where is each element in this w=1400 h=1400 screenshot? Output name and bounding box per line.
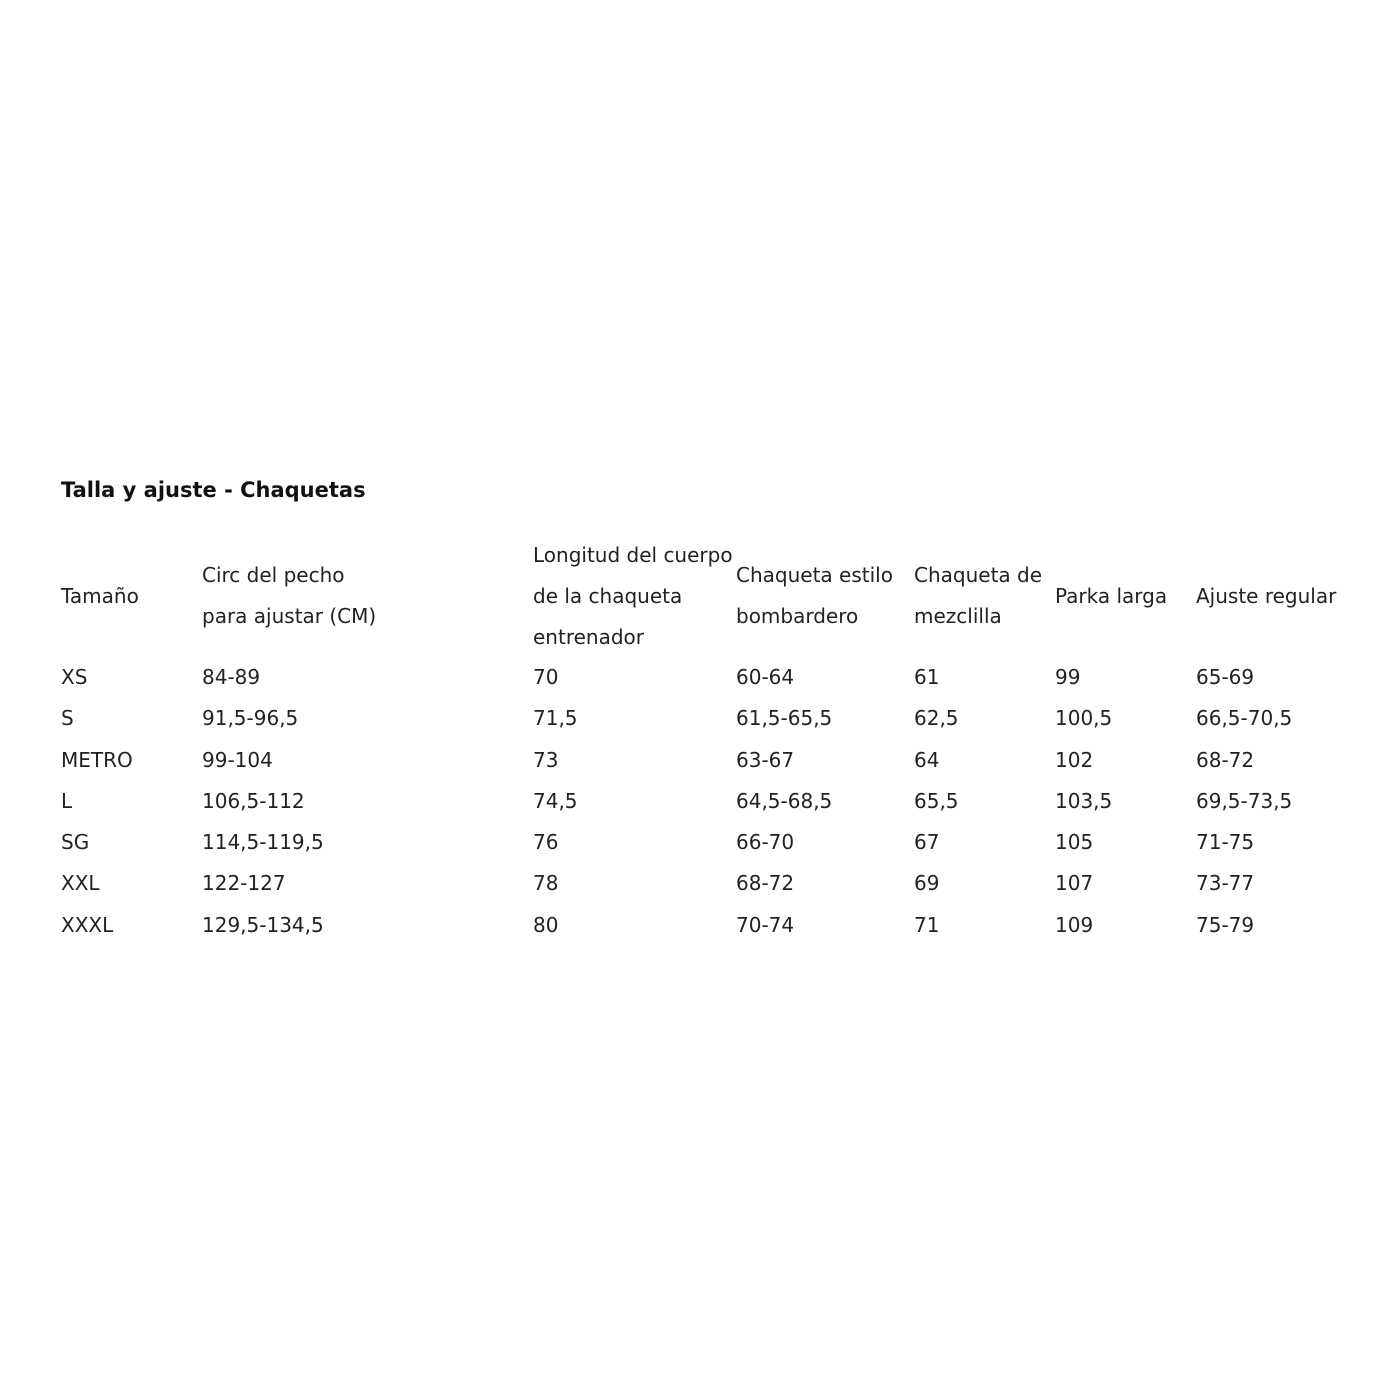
cell-long-parka: 107 (1055, 871, 1094, 896)
cell-chest: 129,5-134,5 (202, 912, 324, 937)
cell-bomber-jacket: 60-64 (736, 665, 795, 689)
cell-coach-jacket-length: 80 (533, 912, 559, 937)
cell-long-parka: 109 (1055, 912, 1094, 937)
cell-regular-fit: 66,5-70,5 (1196, 706, 1293, 731)
cell-size: S (61, 706, 74, 731)
header-coach-jacket-length-label: Longitud del cuerpo de la chaqueta entrenador (533, 542, 733, 649)
cell-size: XXXL (61, 912, 114, 937)
table-row (61, 698, 1351, 739)
cell-chest: 122-127 (202, 871, 286, 896)
cell-size: SG (61, 830, 90, 855)
cell-denim-jacket: 71 (914, 912, 940, 937)
header-regular-fit-label: Ajuste regular (1196, 583, 1337, 608)
table-row (61, 740, 1351, 781)
cell-denim-jacket: 65,5 (914, 788, 959, 813)
cell-regular-fit: 65-69 (1196, 665, 1255, 689)
header-denim-jacket-label: Chaqueta de mezclilla (914, 563, 1043, 628)
cell-denim-jacket: 64 (914, 747, 940, 772)
table-row (61, 657, 1351, 698)
cell-bomber-jacket: 64,5-68,5 (736, 788, 833, 813)
cell-chest: 106,5-112 (202, 788, 305, 813)
table-row (61, 822, 1351, 863)
cell-coach-jacket-length: 70 (533, 665, 559, 689)
cell-coach-jacket-length: 74,5 (533, 788, 578, 813)
header-regular-fit (1196, 535, 1336, 657)
cell-long-parka: 102 (1055, 747, 1094, 772)
cell-long-parka: 105 (1055, 830, 1094, 855)
cell-size: METRO (61, 747, 133, 772)
cell-bomber-jacket: 68-72 (736, 871, 795, 896)
cell-bomber-jacket: 66-70 (736, 830, 795, 855)
header-coach-jacket-length (533, 535, 733, 657)
cell-chest: 91,5-96,5 (202, 706, 299, 731)
cell-denim-jacket: 61 (914, 665, 940, 689)
table-row (61, 781, 1351, 822)
table-row (61, 905, 1351, 946)
cell-bomber-jacket: 70-74 (736, 912, 795, 937)
cell-regular-fit: 69,5-73,5 (1196, 788, 1293, 813)
header-chest (202, 535, 376, 657)
cell-coach-jacket-length: 76 (533, 830, 559, 855)
cell-denim-jacket: 67 (914, 830, 940, 855)
header-denim-jacket (914, 535, 1042, 657)
cell-long-parka: 99 (1055, 665, 1081, 689)
cell-size: L (61, 788, 73, 813)
header-bomber-jacket-label: Chaqueta estilo bombardero (736, 563, 893, 628)
cell-long-parka: 103,5 (1055, 788, 1113, 813)
header-size-label: Tamaño (61, 583, 139, 608)
header-size (61, 535, 139, 657)
page-title: Talla y ajuste - Chaquetas (61, 478, 366, 502)
header-chest-label: Circ del pecho para ajustar (CM) (202, 563, 377, 628)
header-long-parka (1055, 535, 1167, 657)
cell-long-parka: 100,5 (1055, 706, 1113, 731)
cell-coach-jacket-length: 73 (533, 747, 559, 772)
header-bomber-jacket (736, 535, 893, 657)
cell-coach-jacket-length: 71,5 (533, 706, 578, 731)
cell-bomber-jacket: 63-67 (736, 747, 795, 772)
table-header-row (61, 535, 1351, 657)
cell-chest: 84-89 (202, 665, 261, 689)
size-chart-table (61, 535, 1351, 946)
cell-chest: 114,5-119,5 (202, 830, 324, 855)
cell-size: XS (61, 665, 88, 689)
cell-denim-jacket: 69 (914, 871, 940, 896)
cell-size: XXL (61, 871, 100, 896)
cell-regular-fit: 71-75 (1196, 830, 1255, 855)
header-long-parka-label: Parka larga (1055, 583, 1168, 608)
cell-bomber-jacket: 61,5-65,5 (736, 706, 833, 731)
cell-denim-jacket: 62,5 (914, 706, 959, 731)
cell-regular-fit: 68-72 (1196, 747, 1255, 772)
cell-regular-fit: 75-79 (1196, 912, 1255, 937)
cell-chest: 99-104 (202, 747, 273, 772)
cell-regular-fit: 73-77 (1196, 871, 1255, 896)
cell-coach-jacket-length: 78 (533, 871, 559, 896)
table-row (61, 863, 1351, 904)
